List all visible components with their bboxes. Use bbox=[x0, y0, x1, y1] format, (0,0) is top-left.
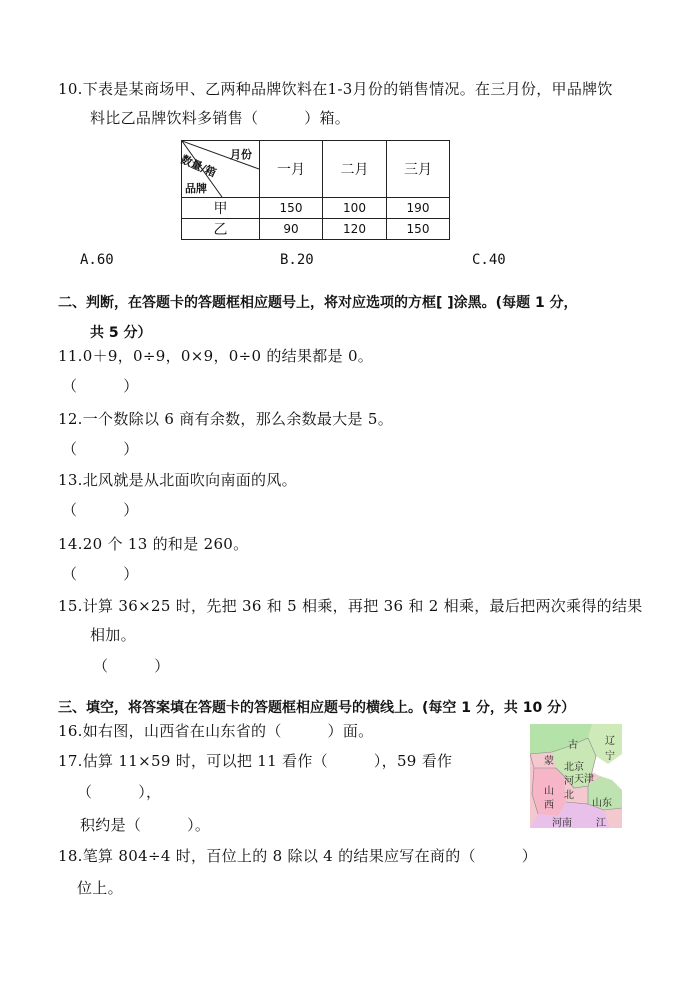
map-label-tianjin: 天津 bbox=[574, 774, 594, 785]
section2-title-line1: 二、判断，在答题卡的答题框相应题号上，将对应选项的方框[ ]涂黑。(每题 1 分， bbox=[58, 295, 578, 311]
cell-yi-jan: 90 bbox=[260, 219, 323, 240]
map-label-xi: 西 bbox=[544, 800, 554, 811]
q12-answer-blank[interactable]: （ ） bbox=[62, 440, 139, 458]
map-label-shan: 山 bbox=[544, 786, 554, 797]
q15-answer-blank[interactable]: （ ） bbox=[93, 657, 170, 675]
corner-label-month: 月份 bbox=[230, 148, 252, 161]
q10-line1: 10.下表是某商场甲、乙两种品牌饮料在1-3月份的销售情况。在三月份，甲品牌饮 bbox=[58, 80, 613, 98]
map-label-shandong: 山东 bbox=[592, 798, 612, 809]
q16-text: 16.如右图，山西省在山东省的（ ）面。 bbox=[58, 722, 374, 740]
q13-text: 13.北风就是从北面吹向南面的风。 bbox=[58, 471, 297, 489]
table-row bbox=[182, 198, 450, 219]
table-row bbox=[182, 219, 450, 240]
sales-table bbox=[178, 140, 450, 240]
cell-jia-jan: 150 bbox=[260, 198, 323, 219]
q11-text: 11.0＋9，0÷9，0×9，0÷0 的结果都是 0。 bbox=[58, 347, 374, 365]
header-month-2: 二月 bbox=[323, 141, 387, 198]
brand-jia: 甲 bbox=[182, 198, 260, 219]
corner-label-brand: 品牌 bbox=[185, 182, 207, 195]
q18-line2: 位上。 bbox=[77, 879, 123, 897]
map-label-beijing: 北京 bbox=[564, 762, 584, 773]
map-label-gu: 古 bbox=[568, 740, 578, 751]
section2-title-line2: 共 5 分） bbox=[90, 325, 152, 341]
option-c[interactable]: C.40 bbox=[472, 252, 506, 268]
cell-jia-mar: 190 bbox=[387, 198, 450, 219]
q17-line2: （ ）， bbox=[77, 783, 162, 801]
table-corner-cell bbox=[178, 141, 260, 198]
q13-answer-blank[interactable]: （ ） bbox=[62, 501, 139, 519]
map-label-henan: 河南 bbox=[552, 818, 572, 828]
map-label-jiang: 江 bbox=[596, 818, 606, 828]
q14-answer-blank[interactable]: （ ） bbox=[62, 565, 139, 583]
option-b[interactable]: B.20 bbox=[280, 252, 314, 268]
corner-label-quantity: 数量/箱 bbox=[178, 152, 219, 180]
q18-line1: 18.笔算 804÷4 时，百位上的 8 除以 4 的结果应写在商的（ ） bbox=[58, 847, 537, 865]
option-a[interactable]: A.60 bbox=[80, 252, 114, 268]
q10-line2: 料比乙品牌饮料多销售（ ）箱。 bbox=[90, 109, 351, 127]
q17-line3: 积约是（ ）。 bbox=[80, 816, 211, 834]
map-label-liaoning: 辽宁 bbox=[605, 736, 615, 762]
map-label-meng: 蒙 bbox=[544, 756, 554, 767]
q11-answer-blank[interactable]: （ ） bbox=[62, 377, 139, 395]
q15-text-cont: 相加。 bbox=[90, 626, 136, 644]
map-label-he: 河 bbox=[564, 776, 574, 787]
section3-title: 三、填空，将答案填在答题卡的答题框相应题号的横线上。(每空 1 分，共 10 分） bbox=[58, 700, 576, 716]
q12-text: 12.一个数除以 6 商有余数，那么余数最大是 5。 bbox=[58, 410, 394, 428]
province-map bbox=[530, 724, 622, 828]
q17-line1: 17.估算 11×59 时，可以把 11 看作（ ），59 看作 bbox=[58, 752, 453, 770]
cell-jia-feb: 100 bbox=[323, 198, 387, 219]
brand-yi: 乙 bbox=[182, 219, 260, 240]
q14-text: 14.20 个 13 的和是 260。 bbox=[58, 535, 249, 553]
cell-yi-feb: 120 bbox=[323, 219, 387, 240]
header-month-3: 三月 bbox=[387, 141, 450, 198]
cell-yi-mar: 150 bbox=[387, 219, 450, 240]
map-label-bei: 北 bbox=[564, 790, 574, 801]
header-month-1: 一月 bbox=[260, 141, 323, 198]
q15-text: 15.计算 36×25 时，先把 36 和 5 相乘，再把 36 和 2 相乘，最后把两次乘得的结果 bbox=[58, 597, 643, 615]
